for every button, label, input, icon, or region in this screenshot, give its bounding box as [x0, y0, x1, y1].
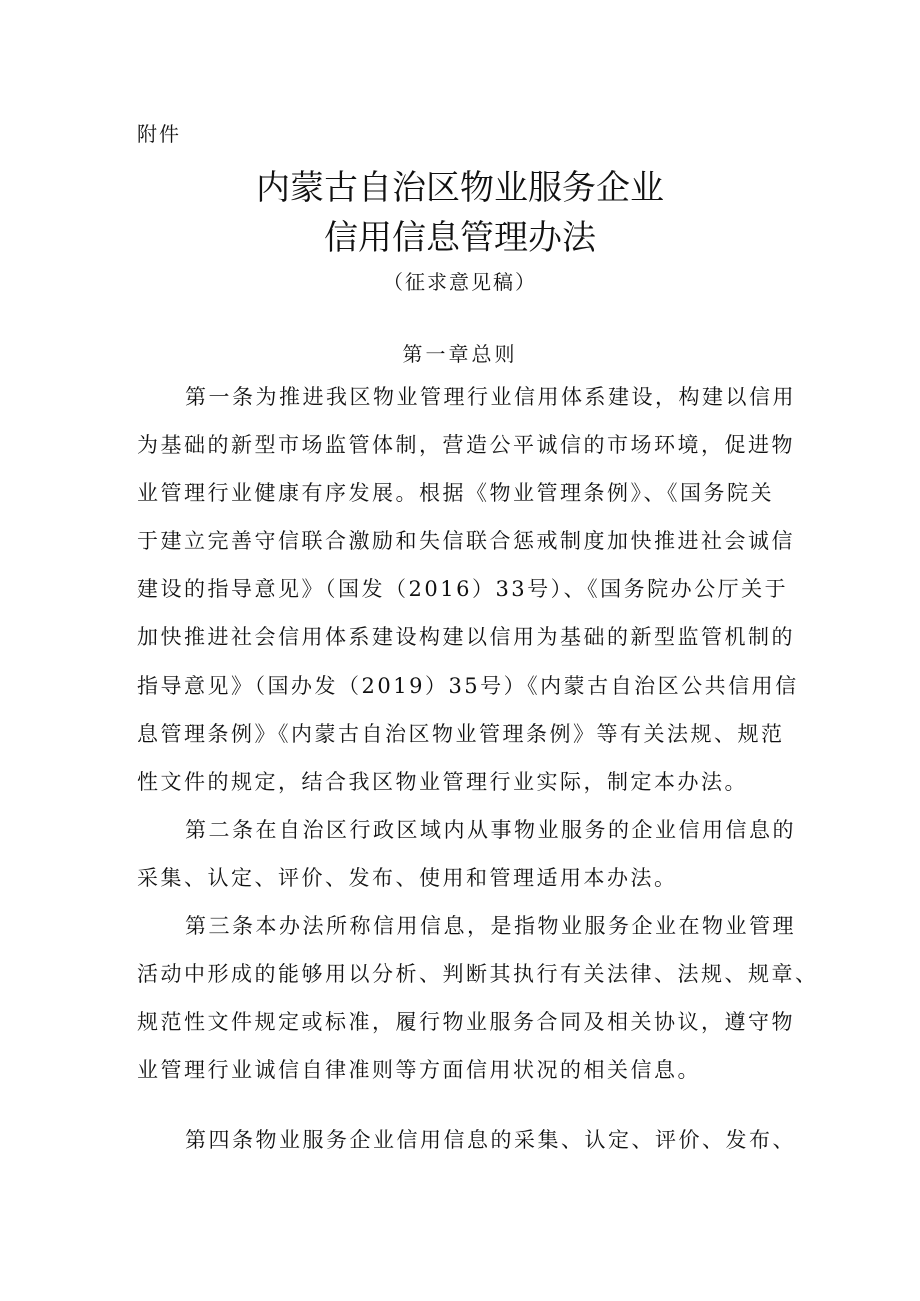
article-1-line-5: 建设的指导意见》（国发（2016）33号）、《国务院办公厅关于 [137, 577, 789, 601]
chapter-heading: 第一章总则 [402, 342, 518, 366]
article-2-line-1: 第二条在自治区行政区域内从事物业服务的企业信用信息的 [185, 818, 796, 842]
article-3-line-3: 规范性文件规定或标准，履行物业服务合同及相关协议，遵守物 [137, 1010, 795, 1034]
article-3-line-4: 业管理行业诚信自律准则等方面信用状况的相关信息。 [137, 1058, 701, 1082]
article-1-line-6: 加快推进社会信用体系建设构建以信用为基础的新型监管机制的 [137, 625, 795, 649]
article-1-line-3: 业管理行业健康有序发展。根据《物业管理条例》、《国务院关 [137, 481, 774, 505]
article-1-line-8: 息管理条例》《内蒙古自治区物业管理条例》等有关法规、规范 [137, 722, 785, 746]
draft-subtitle: （征求意见稿） [383, 270, 537, 294]
article-2-line-2: 采集、认定、评价、发布、使用和管理适用本办法。 [137, 866, 678, 890]
article-3-line-1: 第三条本办法所称信用信息，是指物业服务企业在物业管理 [185, 914, 796, 938]
article-1-line-2: 为基础的新型市场监管体制，营造公平诚信的市场环境，促进物 [137, 433, 795, 457]
article-1-line-4: 于建立完善守信联合激励和失信联合惩戒制度加快推进社会诚信 [137, 529, 795, 553]
article-1-line-7: 指导意见》（国办发（2019）35号）《内蒙古自治区公共信用信 [137, 674, 799, 698]
article-1-line-9: 性文件的规定，结合我区物业管理行业实际，制定本办法。 [137, 770, 748, 794]
document-title-line-1: 内蒙古自治区物业服务企业 [256, 168, 664, 208]
article-3-line-2: 活动中形成的能够用以分析、判断其执行有关法律、法规、规章、 [137, 962, 819, 986]
article-4-line-1: 第四条物业服务企业信用信息的采集、认定、评价、发布、 [185, 1128, 796, 1152]
document-title-line-2: 信用信息管理办法 [324, 218, 596, 258]
article-1-line-1: 第一条为推进我区物业管理行业信用体系建设，构建以信用 [185, 385, 796, 409]
attachment-label: 附件 [137, 122, 181, 146]
